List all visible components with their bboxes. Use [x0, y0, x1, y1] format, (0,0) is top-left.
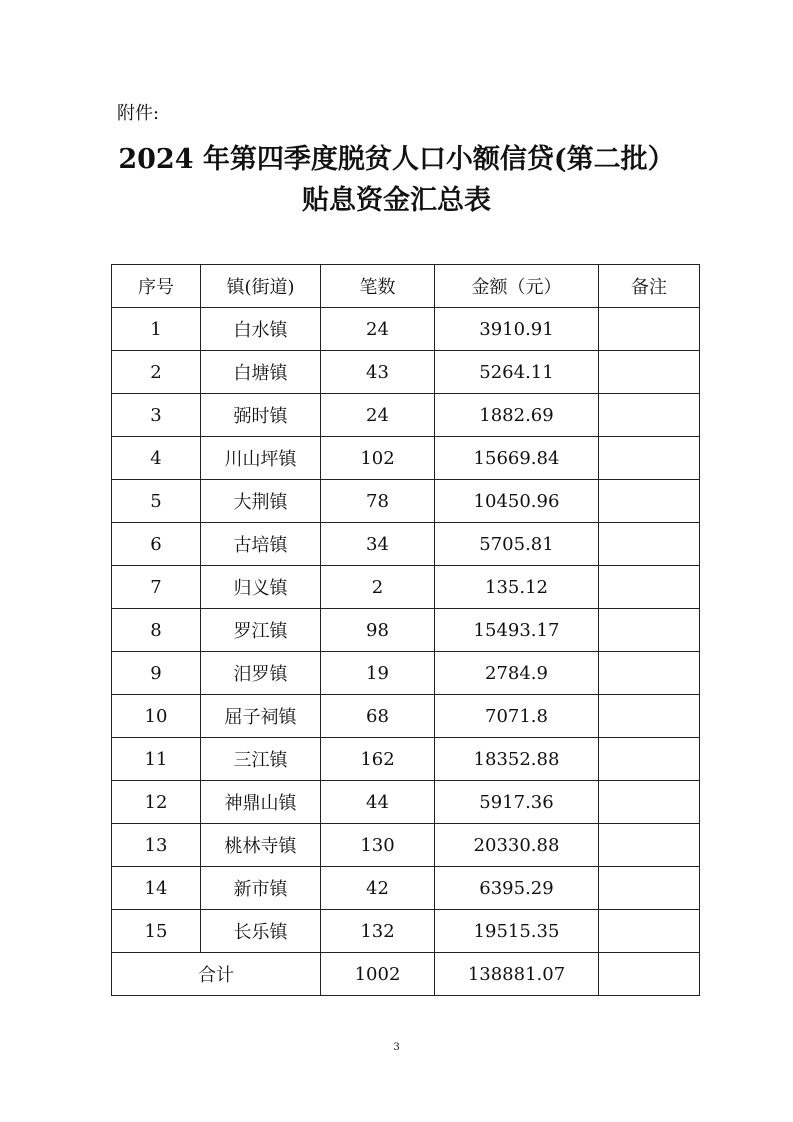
total-amount: 138881.07 [435, 953, 599, 996]
table-row [112, 523, 700, 566]
cell-remark [599, 480, 700, 523]
cell-amount: 5705.81 [435, 523, 599, 566]
cell-serial: 15 [112, 910, 201, 953]
cell-remark [599, 910, 700, 953]
attachment-label: 附件: [117, 103, 160, 124]
table-row [112, 695, 700, 738]
table-row [112, 910, 700, 953]
cell-count: 42 [321, 867, 435, 910]
table-row [112, 480, 700, 523]
page-number: 3 [393, 1042, 400, 1053]
cell-count: 98 [321, 609, 435, 652]
subsidy-summary-table [111, 264, 700, 996]
cell-count: 24 [321, 394, 435, 437]
cell-count: 34 [321, 523, 435, 566]
cell-count: 24 [321, 308, 435, 351]
table-row [112, 781, 700, 824]
cell-remark [599, 652, 700, 695]
cell-serial: 14 [112, 867, 201, 910]
table-row [112, 566, 700, 609]
total-remark [599, 953, 700, 996]
document-title-line1: 2024 年第四季度脱贫人口小额信贷(第二批） [118, 144, 675, 175]
cell-town: 罗江镇 [201, 609, 321, 652]
cell-remark [599, 695, 700, 738]
header-remark: 备注 [599, 265, 700, 308]
cell-serial: 10 [112, 695, 201, 738]
cell-remark [599, 308, 700, 351]
header-serial: 序号 [112, 265, 201, 308]
cell-town: 白水镇 [201, 308, 321, 351]
table-header-row [112, 265, 700, 308]
cell-amount: 18352.88 [435, 738, 599, 781]
cell-town: 神鼎山镇 [201, 781, 321, 824]
cell-remark [599, 394, 700, 437]
cell-count: 2 [321, 566, 435, 609]
table-row [112, 738, 700, 781]
cell-count: 102 [321, 437, 435, 480]
header-amount: 金额（元） [435, 265, 599, 308]
cell-remark [599, 781, 700, 824]
cell-amount: 15493.17 [435, 609, 599, 652]
cell-amount: 10450.96 [435, 480, 599, 523]
table-row [112, 437, 700, 480]
cell-serial: 4 [112, 437, 201, 480]
table-row [112, 824, 700, 867]
cell-serial: 2 [112, 351, 201, 394]
cell-town: 桃林寺镇 [201, 824, 321, 867]
cell-remark [599, 609, 700, 652]
cell-remark [599, 437, 700, 480]
table-total-row [112, 953, 700, 996]
cell-remark [599, 867, 700, 910]
document-title-line2: 贴息资金汇总表 [302, 185, 491, 216]
cell-count: 78 [321, 480, 435, 523]
cell-serial: 13 [112, 824, 201, 867]
cell-town: 屈子祠镇 [201, 695, 321, 738]
table-row [112, 308, 700, 351]
cell-remark [599, 824, 700, 867]
cell-amount: 2784.9 [435, 652, 599, 695]
cell-count: 132 [321, 910, 435, 953]
cell-remark [599, 566, 700, 609]
cell-amount: 6395.29 [435, 867, 599, 910]
cell-count: 44 [321, 781, 435, 824]
cell-count: 130 [321, 824, 435, 867]
cell-town: 汨罗镇 [201, 652, 321, 695]
cell-town: 白塘镇 [201, 351, 321, 394]
cell-serial: 11 [112, 738, 201, 781]
cell-town: 归义镇 [201, 566, 321, 609]
cell-town: 古培镇 [201, 523, 321, 566]
cell-serial: 8 [112, 609, 201, 652]
cell-count: 162 [321, 738, 435, 781]
table-row [112, 867, 700, 910]
table-row [112, 351, 700, 394]
cell-amount: 19515.35 [435, 910, 599, 953]
cell-town: 弼时镇 [201, 394, 321, 437]
cell-count: 19 [321, 652, 435, 695]
cell-town: 大荆镇 [201, 480, 321, 523]
cell-remark [599, 351, 700, 394]
cell-serial: 12 [112, 781, 201, 824]
cell-amount: 1882.69 [435, 394, 599, 437]
cell-amount: 7071.8 [435, 695, 599, 738]
cell-amount: 135.12 [435, 566, 599, 609]
cell-remark [599, 738, 700, 781]
cell-town: 新市镇 [201, 867, 321, 910]
cell-amount: 5917.36 [435, 781, 599, 824]
cell-count: 68 [321, 695, 435, 738]
cell-amount: 15669.84 [435, 437, 599, 480]
cell-serial: 9 [112, 652, 201, 695]
cell-count: 43 [321, 351, 435, 394]
cell-serial: 5 [112, 480, 201, 523]
total-count: 1002 [321, 953, 435, 996]
cell-town: 川山坪镇 [201, 437, 321, 480]
total-label: 合计 [112, 953, 321, 996]
table-row [112, 394, 700, 437]
cell-amount: 5264.11 [435, 351, 599, 394]
cell-town: 长乐镇 [201, 910, 321, 953]
header-town: 镇(街道) [201, 265, 321, 308]
table-row [112, 652, 700, 695]
cell-serial: 7 [112, 566, 201, 609]
header-count: 笔数 [321, 265, 435, 308]
cell-serial: 3 [112, 394, 201, 437]
cell-amount: 20330.88 [435, 824, 599, 867]
cell-amount: 3910.91 [435, 308, 599, 351]
table-row [112, 609, 700, 652]
cell-serial: 6 [112, 523, 201, 566]
cell-serial: 1 [112, 308, 201, 351]
cell-remark [599, 523, 700, 566]
cell-town: 三江镇 [201, 738, 321, 781]
